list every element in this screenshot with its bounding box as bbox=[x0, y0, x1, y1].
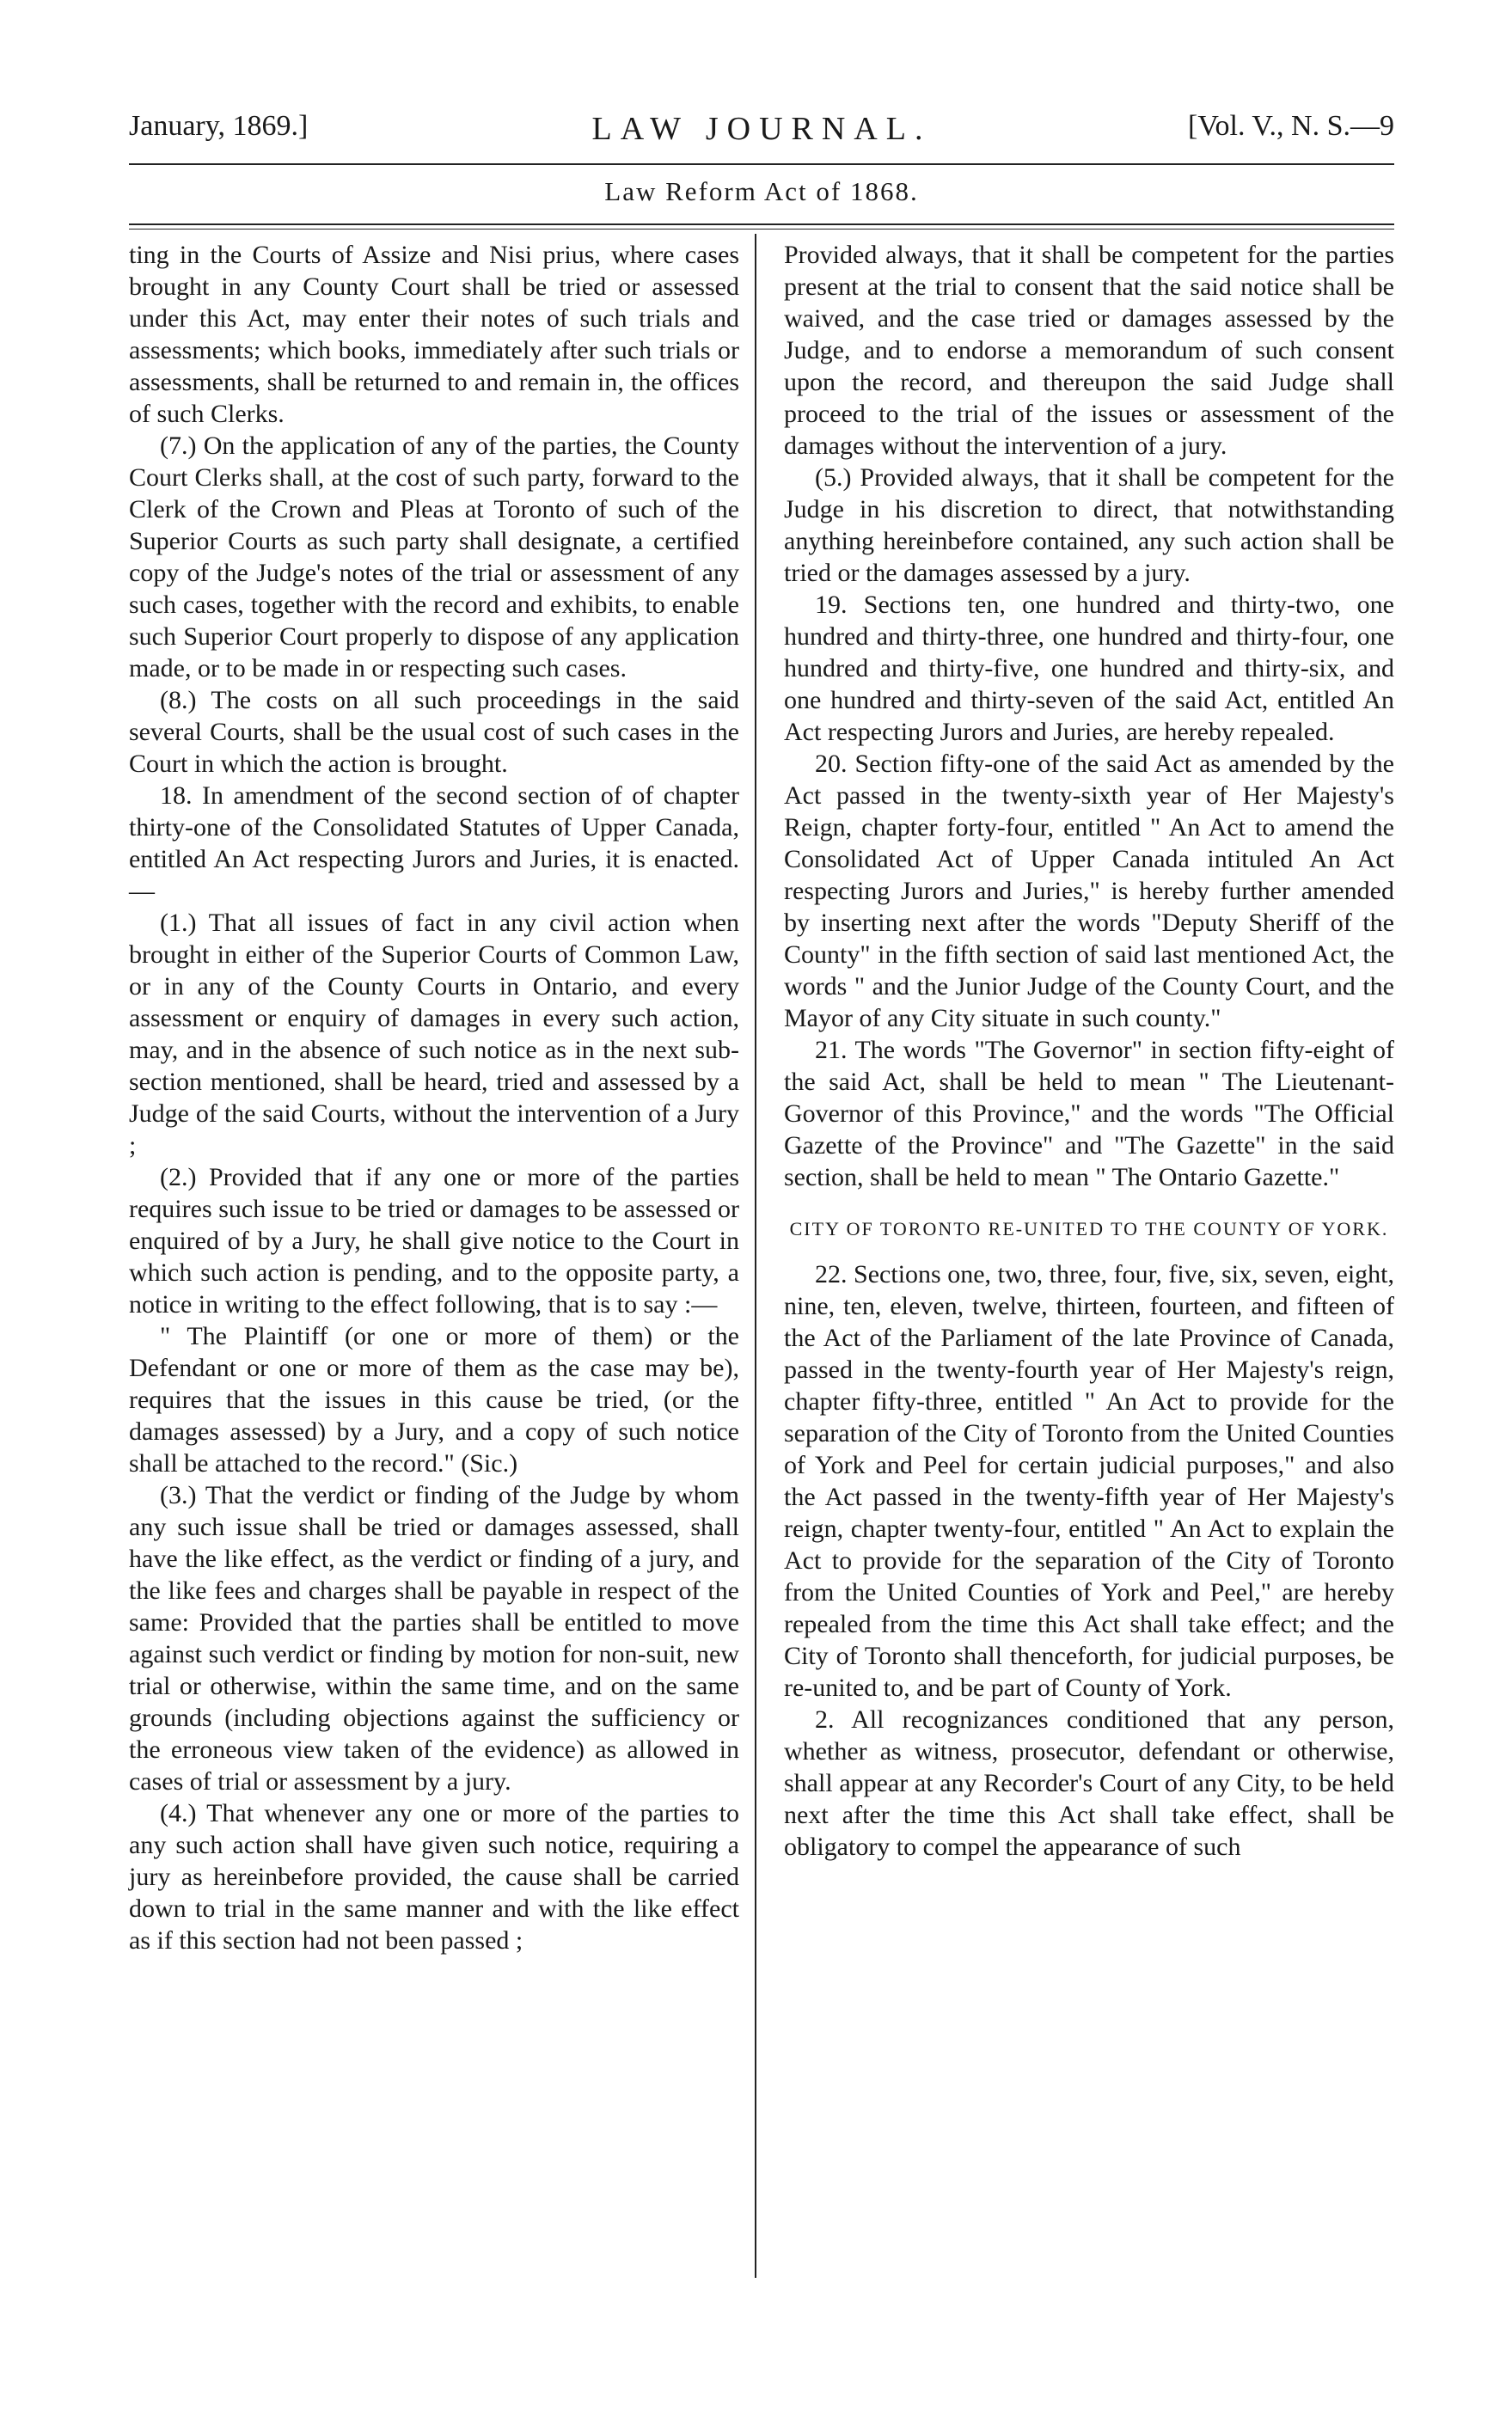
header-date: January, 1869.] bbox=[129, 110, 309, 142]
section-title: Law Reform Act of 1868. bbox=[604, 176, 919, 206]
volume-number: [Vol. V., N. S.—9 bbox=[1188, 110, 1394, 142]
column-divider bbox=[755, 234, 756, 2278]
paragraph: (3.) That the verdict or finding of the Judge by whom any such issue shall be tried or damages assessed, shall have the like effect, as the verdict or finding of a jury, and the like fees and charges shall be payable in respect of the same: Provided that the parties shall be entitled to move against such verdict or finding by motion for non-suit, new trial or otherwise, within the same time, and on the same grounds (including objections against the sufficiency or the erroneous view taken of the evidence) as allowed in cases of trial or assessment by a jury. bbox=[129, 1481, 739, 1796]
paragraph: 22. Sections one, two, three, four, five, six, seven, eight, nine, ten, eleven, twelve, thirteen, fourteen, and fifteen of the Act of the Parliament of the late Province of Canada, passed in the twenty-fourth year of Her Majesty's reign, chapter fifty-three, entitled " An Act to provide for the separation of the City of Toronto from the United Counties of York and Peel for certain judicial purposes," and also the Act passed in the twenty-fifth year of Her Majesty's reign, chapter twenty-four, entitled " An Act to explain the Act to provide for the separation of the City of Toronto from the United Counties of York and Peel," are hereby repealed from the time this Act shall take effect; and the City of Toronto shall thenceforth, for judicial purposes, be re-united to, and be part of County of York. bbox=[784, 1260, 1394, 1702]
paragraph: (5.) Provided always, that it shall be competent for the Judge in his discretion to direct, that notwithstanding anything hereinbefore contained, any such action shall be tried or the damages assessed by a jury. bbox=[784, 463, 1394, 587]
paragraph: Provided always, that it shall be competent for the parties present at the trial to consent that the said notice shall be waived, and the case tried or damages assessed by the Judge, and to endorse a memorandum of such consent upon the record, and thereupon the said Judge shall proceed to the trial of the issues or assessment of the damages without the intervention of a jury. bbox=[784, 241, 1394, 460]
journal-title: LAW JOURNAL. bbox=[591, 111, 932, 147]
paragraph: (7.) On the application of any of the parties, the County Court Clerks shall, at the cost of such party, forward to the Clerk of the Crown and Pleas at Toronto of such of the Superior Courts as such party shall designate, a certified copy of the Judge's notes of the trial or assessment of any such cases, together with the record and exhibits, to enable such Superior Court properly to dispose of any application made, or to be made in or respecting such cases. bbox=[129, 432, 739, 682]
running-head bbox=[129, 110, 1394, 158]
left-column bbox=[129, 239, 739, 1956]
paragraph: (4.) That whenever any one or more of the parties to any such action shall have given such notice, requiring a jury as hereinbefore provided, the cause shall be carried down to trial in the same manner and with the like effect as if this section had not been passed ; bbox=[129, 1799, 739, 1955]
right-column bbox=[784, 239, 1394, 1863]
paragraph: 19. Sections ten, one hundred and thirty-two, one hundred and thirty-three, one hundred and thirty-four, one hundred and thirty-five, one hundred and thirty-six, and one hundred and thirty-seven of the said Act, entitled An Act respecting Jurors and Juries, are hereby repealed. bbox=[784, 591, 1394, 746]
paragraph: (8.) The costs on all such proceedings in the said several Courts, shall be the usual cost of such cases in the Court in which the action is brought. bbox=[129, 686, 739, 778]
paragraph: ting in the Courts of Assize and Nisi prius, where cases brought in any County Court shall be tried or assessed under this Act, may enter their notes of such trials and assessments; which books, immediately after such trials or assessments, shall be returned to and remain in, the offices of such Clerks. bbox=[129, 241, 739, 428]
header-rule bbox=[129, 163, 1394, 165]
title-rule-thin bbox=[129, 229, 1394, 230]
paragraph: 2. All recognizances conditioned that any person, whether as witness, prosecutor, defendant or otherwise, shall appear at any Recorder's Court of any City, to be held next after the time this Act shall take effect, shall be obligatory to compel the appearance of such bbox=[784, 1705, 1394, 1861]
paragraph: 18. In amendment of the second section of of chapter thirty-one of the Consolidated Statutes of Upper Canada, entitled An Act respecting Jurors and Juries, it is enacted.— bbox=[129, 781, 739, 905]
paragraph: 21. The words "The Governor" in section fifty-eight of the said Act, shall be held to mean " The Lieutenant-Governor of this Province," and the words "The Official Gazette of the Province" and "The Gazette" in the said section, shall be held to mean " The Ontario Gazette." bbox=[784, 1036, 1394, 1191]
paragraph: (2.) Provided that if any one or more of the parties requires such issue to be tried or damages to be assessed or enquired of by a Jury, he shall give notice to the Court in which such action is pending, and to the opposite party, a notice in writing to the effect following, that is to say :— bbox=[129, 1163, 739, 1319]
title-rule-thick bbox=[129, 223, 1394, 225]
quoted-notice: " The Plaintiff (or one or more of them) or the Defendant or one or more of them as the case may be), requires that the issues in this cause be tried, (or the damages assessed) by a Jury, and a copy of such notice shall be attached to the record." (Sic.) bbox=[129, 1322, 739, 1478]
paragraph: (1.) That all issues of fact in any civil action when brought in either of the Superior Courts of Common Law, or in any of the County Courts in Ontario, and every assessment or enquiry of damages in every such action, may, and in the absence of such notice as in the next sub-section mentioned, shall be heard, tried and assessed by a Judge of the said Courts, without the intervention of a Jury ; bbox=[129, 909, 739, 1160]
paragraph: 20. Section fifty-one of the said Act as amended by the Act passed in the twenty-sixth year of Her Majesty's Reign, chapter forty-four, entitled " An Act to amend the Consolidated Act of Upper Canada intituled An Act respecting Jurors and Juries," is hereby further amended by inserting next after the words "Deputy Sheriff of the County" in the fifth section of said last mentioned Act, the words " and the Junior Judge of the County Court, and the Mayor of any City situate in such county." bbox=[784, 750, 1394, 1032]
subheading: CITY OF TORONTO RE-UNITED TO THE COUNTY OF YORK. bbox=[789, 1218, 1389, 1239]
